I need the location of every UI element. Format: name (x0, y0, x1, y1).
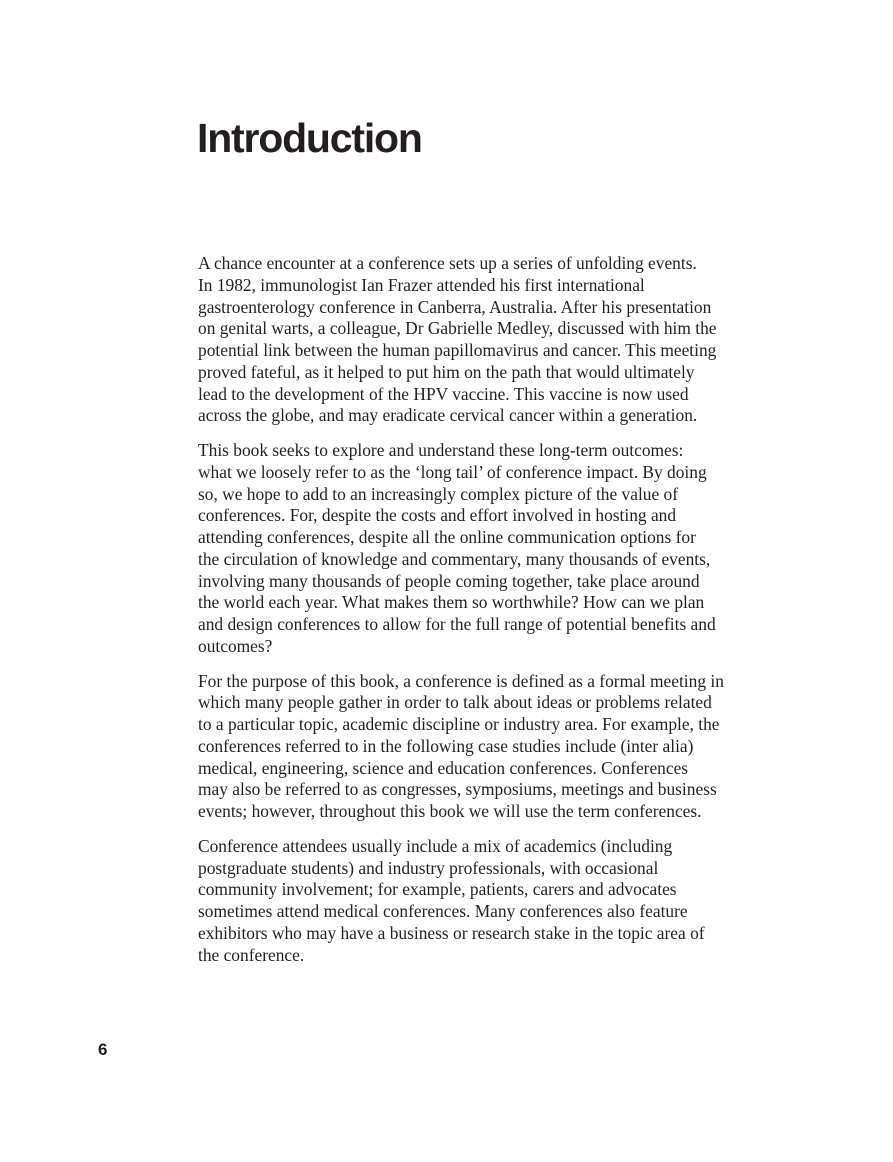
text-line: proved fateful, as it helped to put him on the path that would ultimately (198, 361, 695, 382)
text-line: sometimes attend medical conferences. Many conferences also feature (198, 901, 688, 921)
page-number: 6 (98, 1040, 108, 1059)
text-line: exhibitors who may have a business or research stake in the topic area of (198, 922, 705, 943)
text-line: lead to the development of the HPV vaccine. This vaccine is now used (198, 383, 689, 404)
text-line: In 1982, immunologist Ian Frazer attended his first international (198, 274, 645, 295)
page-title: Introduction (197, 115, 422, 161)
text-line: to a particular topic, academic discipline or industry area. For example, the (198, 714, 720, 734)
text-line: the circulation of knowledge and commentary, many thousands of events, (198, 548, 711, 569)
text-line: and design conferences to allow for the full range of potential benefits and (198, 614, 716, 634)
text-line: the conference. (198, 944, 305, 965)
text-line: A chance encounter at a conference sets up a series of unfolding events. (198, 253, 697, 273)
text-line: so, we hope to add to an increasingly complex picture of the value of (198, 483, 679, 504)
text-line: involving many thousands of people coming together, take place around (198, 570, 700, 591)
text-line: Conference attendees usually include a mix of academics (including (198, 835, 673, 856)
text-line: outcomes? (198, 635, 273, 656)
text-line: conferences. For, despite the costs and effort involved in hosting and (198, 505, 677, 526)
text-line: what we loosely refer to as the ‘long tail’ of conference impact. By doing (198, 461, 707, 482)
text-line: potential link between the human papillomavirus and cancer. This meeting (198, 340, 717, 360)
text-line: may also be referred to as congresses, symposiums, meetings and business (198, 779, 717, 800)
text-line: community involvement; for example, patients, carers and advocates (198, 879, 677, 900)
text-line: This book seeks to explore and understand these long-term outcomes: (198, 440, 684, 460)
paragraph (198, 440, 798, 658)
text-line: events; however, throughout this book we will use the term conferences. (198, 801, 702, 821)
paragraph (198, 836, 798, 967)
body-text (198, 253, 798, 979)
text-line: attending conferences, despite all the online communication options for (198, 527, 696, 547)
paragraph (198, 253, 798, 427)
text-line: conferences referred to in the following case studies include (inter alia) (198, 735, 694, 756)
text-line: on genital warts, a colleague, Dr Gabrielle Medley, discussed with him the (198, 318, 717, 339)
text-line: gastroenterology conference in Canberra, Australia. After his presentation (198, 296, 712, 317)
text-line: medical, engineering, science and education conferences. Conferences (198, 757, 689, 778)
paragraph (198, 671, 798, 823)
text-line: the world each year. What makes them so worthwhile? How can we plan (198, 592, 705, 613)
text-line: For the purpose of this book, a conference is defined as a formal meeting in (198, 670, 724, 691)
text-line: across the globe, and may eradicate cervical cancer within a generation. (198, 405, 698, 426)
text-line: which many people gather in order to talk about ideas or problems related (198, 692, 712, 713)
text-line: postgraduate students) and industry professionals, with occasional (198, 857, 659, 878)
